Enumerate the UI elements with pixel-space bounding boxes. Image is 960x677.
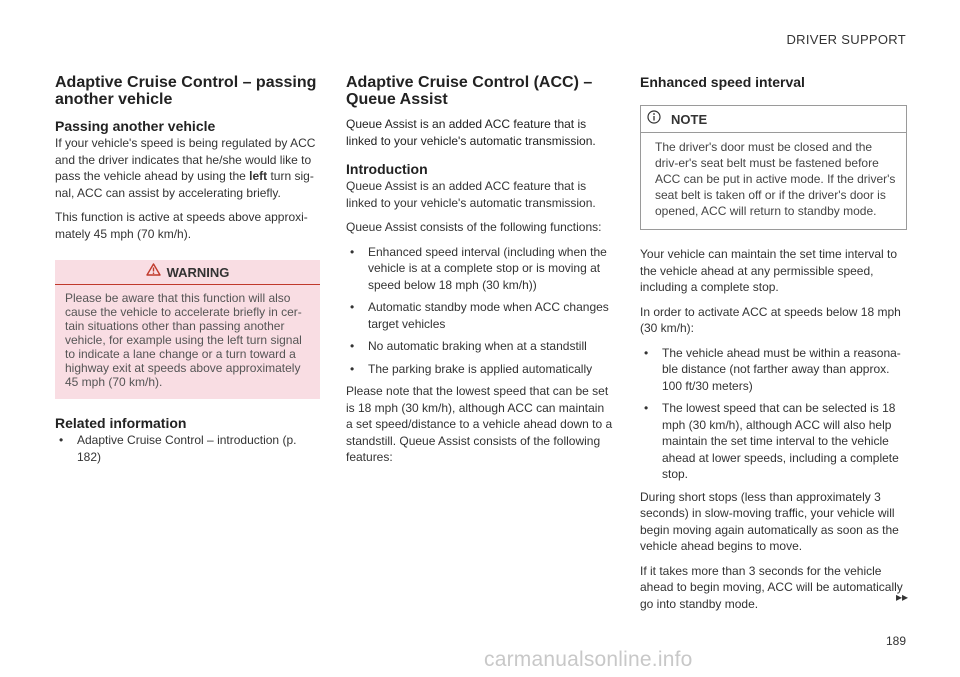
paragraph-enhanced-1: Your vehicle can maintain the set time interval to the vehicle ahead at any permissible speed, including a complete stop. [640, 247, 898, 294]
warning-box [55, 260, 320, 399]
warning-triangle-icon [146, 263, 161, 281]
queue-function-list [346, 244, 614, 378]
list-item: • No automatic braking when at a standstill [346, 338, 614, 355]
warning-text: Please be aware that this function will also cause the vehicle to accelerate briefly in cer-tain situations other than passing another vehicle, for example using the left turn signal to indicate a lane change or a turn toward a highway exit at speeds above approximately 45 mph (70 km/h). [65, 291, 302, 389]
paragraph-queue-1: Queue Assist is an added ACC feature that is linked to your vehicle's automatic transmission. [346, 179, 596, 210]
list-item: • Enhanced speed interval (including when the vehicle is at a complete stop or is moving at speed below 18 mph (30 km/h)) [346, 244, 614, 294]
column-queue-assist [346, 74, 614, 474]
activation-conditions-list [640, 345, 907, 483]
note-text: The driver's door must be closed and the driv-er's seat belt must be fastened before ACC can be put in active mode. If the driver's seat belt is taken off or if the driver's door is opened, ACC will return to standby mode. [655, 140, 896, 218]
text-bold-left: left [249, 169, 268, 183]
related-info-list [55, 432, 320, 465]
list-item: • Automatic standby mode when ACC changes target vehicles [346, 299, 614, 332]
related-info-title: Related information [55, 415, 187, 431]
page-section-title: DRIVER SUPPORT [786, 32, 906, 47]
info-icon [647, 110, 661, 129]
note-label: NOTE [671, 111, 708, 127]
related-info-link[interactable]: • Adaptive Cruise Control – introduction (p. 182) [55, 432, 320, 465]
paragraph-enhanced-2: In order to activate ACC at speeds below 18 mph (30 km/h): [640, 304, 901, 335]
paragraph-queue-intro: Queue Assist is an added ACC feature that is linked to your vehicle's automatic transmission. [346, 117, 596, 148]
paragraph-passing-2: This function is active at speeds above approxi-mately 45 mph (70 km/h). [55, 210, 308, 241]
subtitle-introduction: Introduction [346, 161, 428, 177]
text-segment: If your vehicle's speed is being regulated by ACC and the driver indicates that he/she would like to pass the vehicle ahead by using the [55, 136, 316, 183]
watermark: carmanualsonline.info [484, 648, 693, 671]
subtitle-passing: Passing another vehicle [55, 118, 216, 134]
next-page-icon: ▸▸ [895, 590, 908, 604]
note-header [641, 106, 906, 133]
list-item: • The parking brake is applied automatically [346, 361, 614, 378]
paragraph-enhanced-4: If it takes more than 3 seconds for the vehicle ahead to begin moving, ACC will be automatically go into standby mode. [640, 563, 903, 611]
paragraph-queue-2: Queue Assist consists of the following functions: [346, 220, 602, 234]
note-box [640, 105, 907, 230]
section-title-queue-assist: Adaptive Cruise Control (ACC) – Queue Assist [346, 74, 593, 108]
text-segment: turn sig-nal, ACC can assist by accelerating briefly. [55, 169, 314, 200]
column-enhanced-speed [640, 74, 907, 620]
list-item: • The vehicle ahead must be within a reasona-ble distance (not farther away than approx. 100 ft/30 meters) [640, 345, 907, 395]
column-passing [55, 74, 320, 471]
paragraph-passing-1 [55, 135, 320, 201]
paragraph-queue-3: Please note that the lowest speed that can be set is 18 mph (30 km/h), although ACC can maintain a set speed/distance to a vehicle ahead down to a standstill. Queue Assist consists of the following features: [346, 384, 613, 464]
section-title-passing: Adaptive Cruise Control – passing another vehicle [55, 74, 317, 108]
page-number: 189 [885, 634, 906, 648]
warning-header [55, 260, 320, 285]
section-title-enhanced-speed: Enhanced speed interval [640, 74, 805, 90]
warning-label: WARNING [166, 264, 230, 280]
paragraph-enhanced-3: During short stops (less than approximately 3 seconds) in slow-moving traffic, your vehicle will begin moving again automatically as soon as the vehicle ahead begins to move. [640, 489, 899, 553]
list-item: • The lowest speed that can be selected is 18 mph (30 km/h), although ACC will also help maintain the set time interval to the vehicle ahead at lower speeds, including a complete stop. [640, 400, 907, 483]
